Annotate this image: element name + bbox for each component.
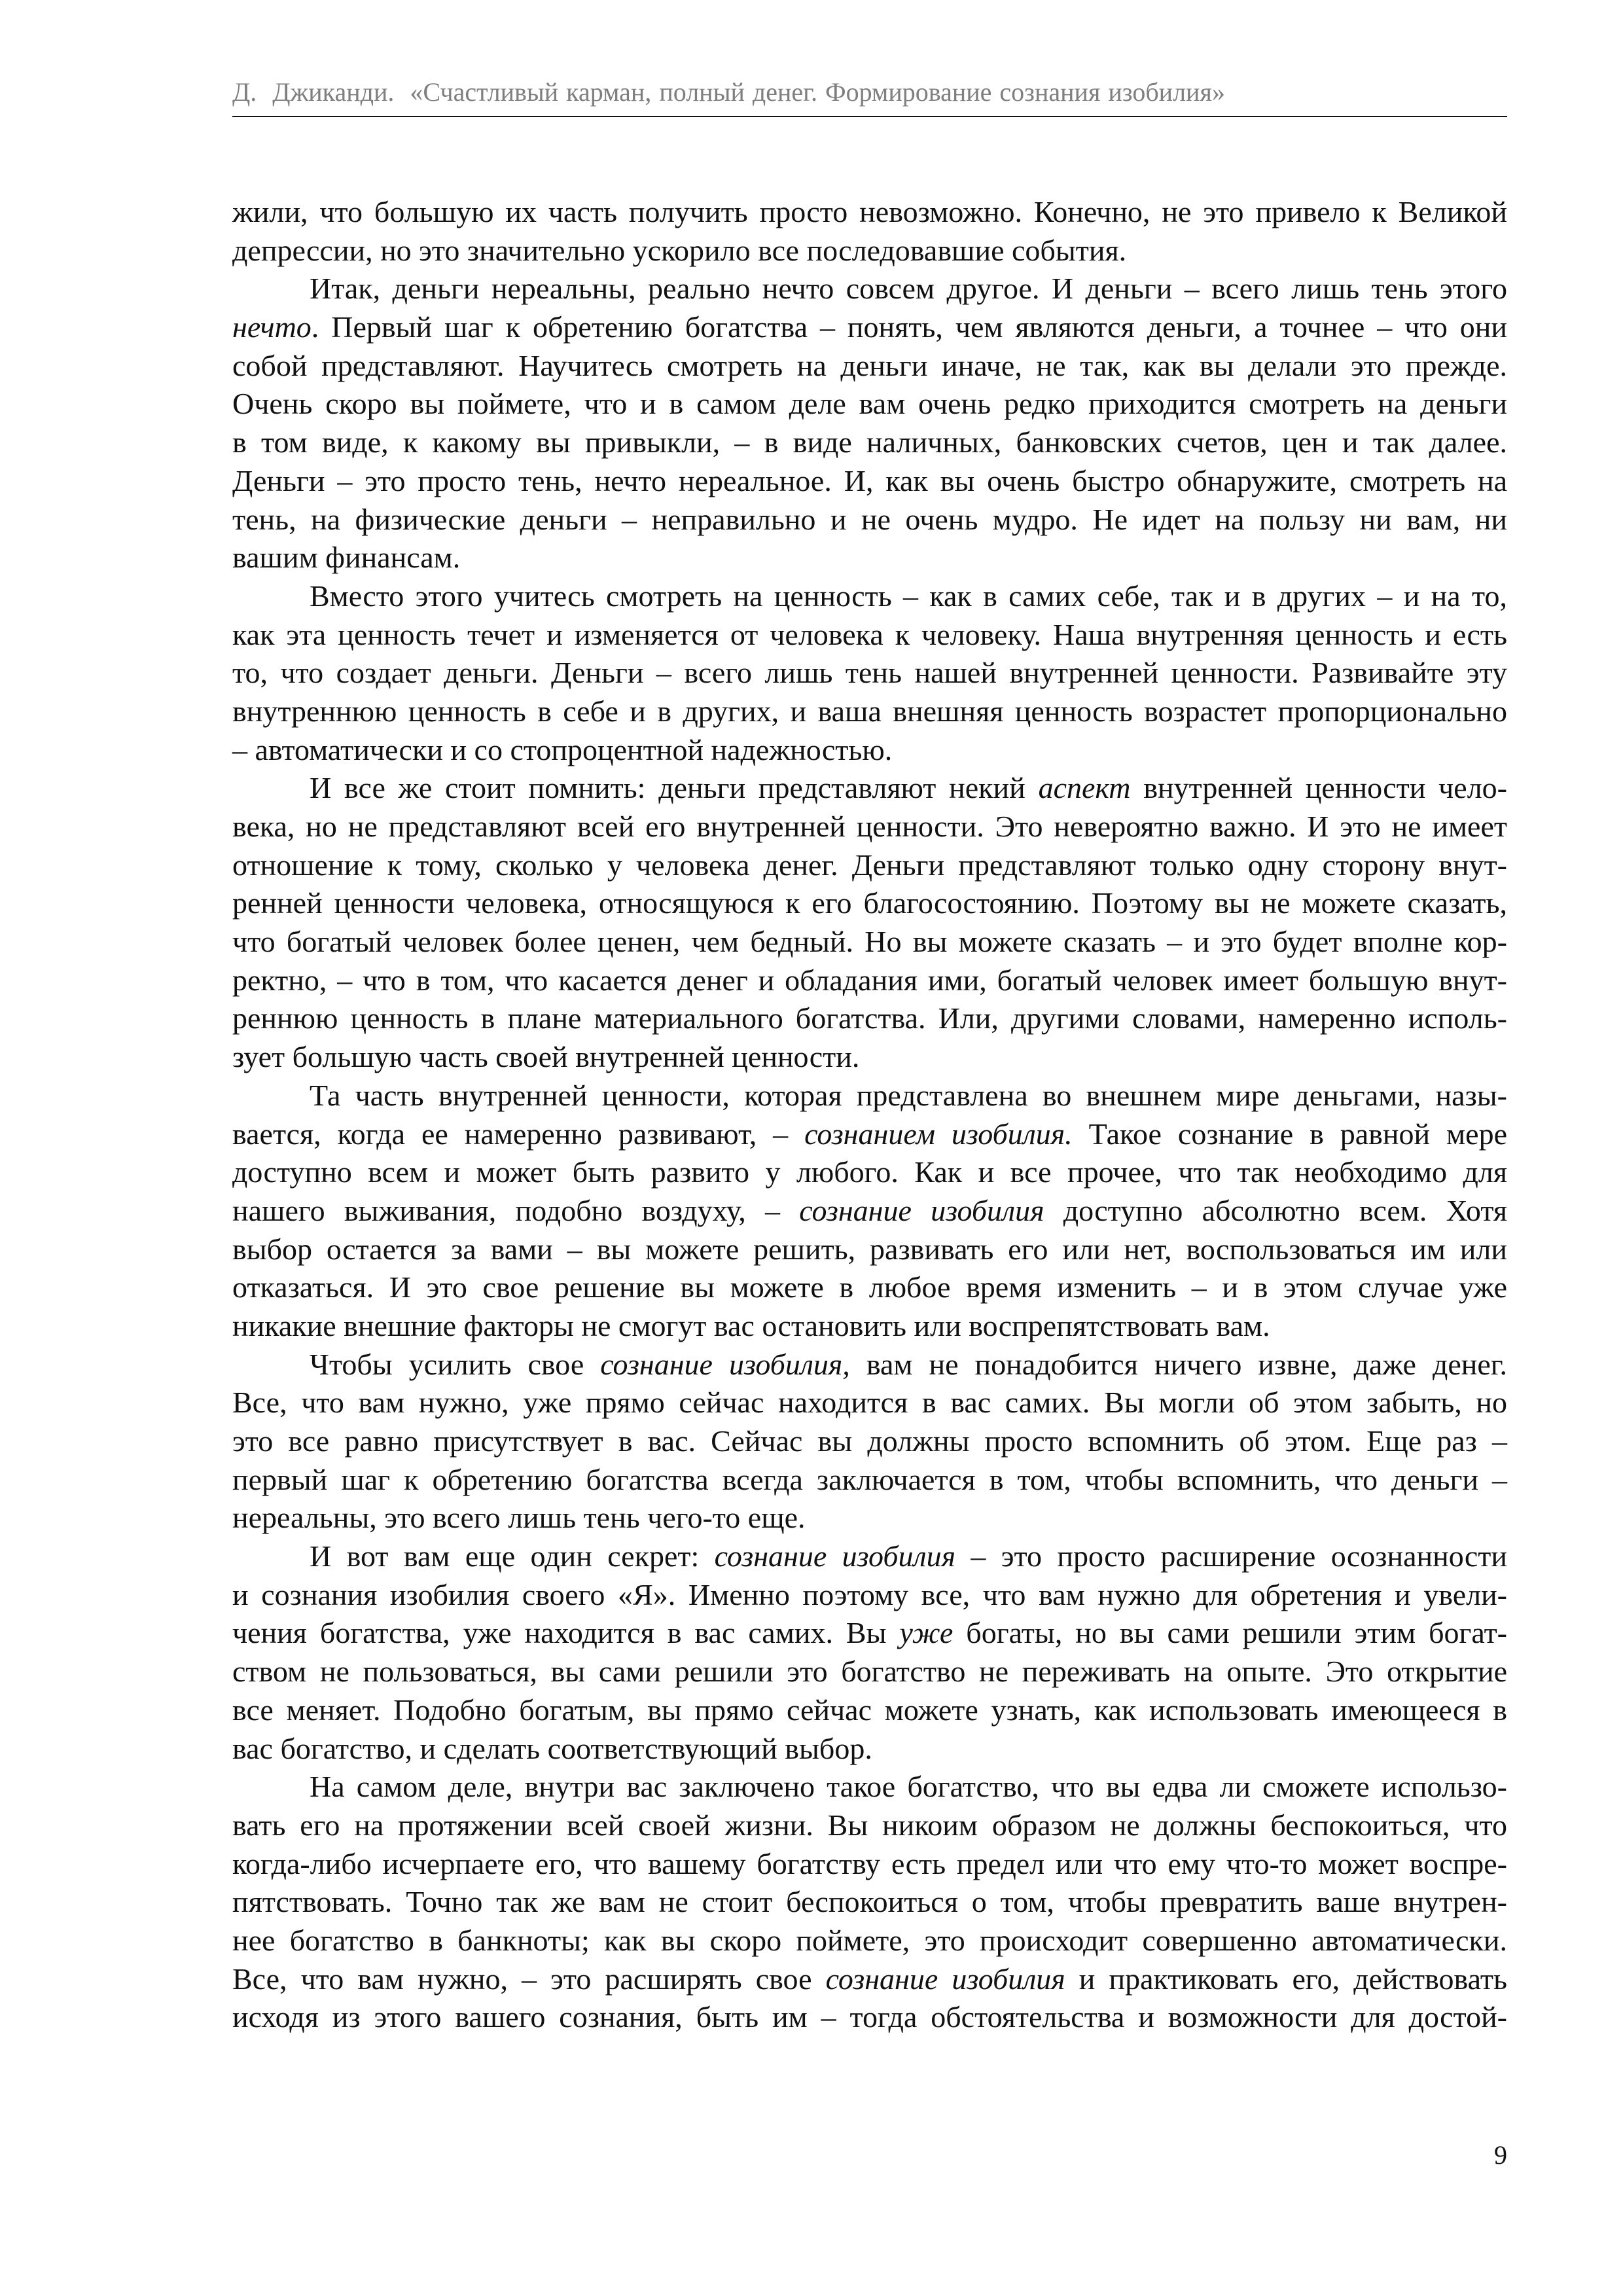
text-run: Вместо этого учитесь смотреть на ценность – как в самих себе, так и в других – и на то,	[310, 579, 1507, 613]
text-line	[232, 1115, 1507, 1154]
text-line	[232, 232, 1507, 270]
text-run: Итак, деньги нереальны, реально нечто совсем другое. И деньги – всего лишь тень этого	[310, 272, 1507, 306]
text-line	[232, 1346, 1507, 1384]
text-run: Та часть внутренней ценности, которая представлена во внешнем мире деньгами, назы-	[310, 1078, 1507, 1112]
header-rule-divider	[232, 116, 1507, 117]
text-line	[232, 808, 1507, 846]
text-line	[232, 1845, 1507, 1884]
text-run: все меняет. Подобно богатым, вы прямо сейчас можете узнать, как использовать имеющееся в	[232, 1693, 1507, 1727]
text-run: вать его на протяжении всей своей жизни. Вы никоим образом не должны беспокоиться, что	[232, 1808, 1507, 1842]
text-run: нашего выживания, подобно воздуху, –	[232, 1193, 800, 1227]
text-line	[232, 539, 1507, 577]
text-line	[232, 385, 1507, 423]
text-line	[232, 1806, 1507, 1845]
text-run: вас богатство, и сделать соответствующий выбор.	[232, 1731, 872, 1765]
text-line	[232, 1192, 1507, 1230]
text-run: доступно всем и может быть развито у любого. Как и все прочее, что так необходимо для	[232, 1155, 1507, 1189]
text-run: И все же стоит помнить: деньги представляют некий	[310, 771, 1039, 805]
italic-emphasis: нечто	[232, 310, 312, 344]
text-line	[232, 1576, 1507, 1615]
text-run: первый шаг к обретению богатства всегда заключается в том, чтобы вспомнить, что деньги –	[232, 1462, 1507, 1496]
text-line	[232, 654, 1507, 692]
italic-emphasis: сознанием изобилия.	[804, 1117, 1073, 1151]
text-run: внутренней ценности чело-	[1130, 771, 1507, 805]
text-run: доступно абсолютно всем. Хотя	[1044, 1193, 1507, 1227]
text-line	[232, 347, 1507, 386]
paragraph	[232, 1346, 1507, 1537]
text-line	[232, 193, 1507, 232]
text-line	[232, 1384, 1507, 1422]
text-line	[232, 270, 1507, 308]
text-line	[232, 1499, 1507, 1537]
italic-emphasis: сознание изобилия,	[600, 1347, 850, 1381]
text-line	[232, 423, 1507, 462]
text-line	[232, 1998, 1507, 2037]
text-run: нее богатство в банкноты; как вы скоро поймете, это происходит совершенно автоматически.	[232, 1923, 1507, 1957]
text-line	[232, 1922, 1507, 1960]
italic-emphasis: сознание изобилия	[825, 1962, 1065, 1996]
text-line	[232, 1268, 1507, 1307]
text-line	[232, 1422, 1507, 1461]
text-run: Очень скоро вы поймете, что и в самом деле вам очень редко приходится смотреть на деньги	[232, 387, 1507, 421]
paragraph	[232, 1537, 1507, 1768]
text-run: отказаться. И это свое решение вы можете в любое время изменить – и в этом случае уже	[232, 1270, 1507, 1304]
italic-emphasis: сознание изобилия	[714, 1539, 955, 1573]
paragraph	[232, 1768, 1507, 2037]
text-line	[232, 692, 1507, 731]
text-run: и практиковать его, действовать	[1065, 1962, 1507, 1996]
text-line	[232, 1614, 1507, 1653]
text-run: никакие внешние факторы не смогут вас остановить или воспрепятствовать вам.	[232, 1308, 1270, 1342]
text-run: вается, когда ее намеренно развивают, –	[232, 1117, 805, 1151]
text-run: жили, что большую их часть получить просто невозможно. Конечно, не это привело к Великой	[232, 195, 1507, 228]
text-line	[232, 1307, 1507, 1346]
text-run: что богатый человек более ценен, чем бедный. Но вы можете сказать – и это будет вполне кор-	[232, 925, 1507, 959]
text-run: Все, что вам нужно, уже прямо сейчас находится в вас самих. Вы могли об этом забыть, но	[232, 1386, 1507, 1420]
text-run: Чтобы усилить свое	[310, 1347, 601, 1381]
text-line	[232, 1461, 1507, 1499]
text-line	[232, 1653, 1507, 1691]
text-run: в том виде, к какому вы привыкли, – в виде наличных, банковских счетов, цен и так далее.	[232, 425, 1507, 459]
text-run: Такое сознание в равной мере	[1072, 1117, 1507, 1151]
paragraph	[232, 1077, 1507, 1346]
text-line	[232, 1038, 1507, 1077]
text-line	[232, 1153, 1507, 1192]
body-text	[232, 193, 1507, 2037]
text-line	[232, 1537, 1507, 1576]
text-run: . Первый шаг к обретению богатства – понять, чем являются деньги, а точнее – что они	[311, 310, 1507, 344]
text-run: внутреннюю ценность в себе и в других, и ваша внешняя ценность возрастет пропорционально	[232, 694, 1507, 728]
paragraph	[232, 769, 1507, 1077]
text-run: века, но не представляют всей его внутренней ценности. Это невероятно важно. И это не имеет	[232, 810, 1507, 843]
text-run: вашим финансам.	[232, 541, 461, 575]
text-run: когда-либо исчерпаете его, что вашему богатству есть предел или что ему что-то может воспре-	[232, 1846, 1507, 1880]
text-line	[232, 1730, 1507, 1768]
text-run: реннюю ценность в плане материального богатства. Или, другими словами, намеренно исполь-	[232, 1001, 1507, 1035]
running-head-title: Д. Джиканди. «Счастливый карман, полный денег. Формирование сознания изобилия»	[232, 77, 1225, 107]
paragraph	[232, 193, 1507, 270]
text-run: то, что создает деньги. Деньги – всего лишь тень нашей внутренней ценности. Развивайте эту	[232, 656, 1507, 690]
text-line	[232, 769, 1507, 808]
text-run: это все равно присутствует в вас. Сейчас вы должны просто вспомнить об этом. Еще раз –	[232, 1424, 1507, 1458]
text-line	[232, 1077, 1507, 1115]
text-line	[232, 462, 1507, 501]
text-line	[232, 501, 1507, 539]
text-line	[232, 1230, 1507, 1269]
text-run: зует большую часть своей внутренней ценности.	[232, 1040, 860, 1074]
text-line	[232, 923, 1507, 961]
italic-emphasis: сознание изобилия	[799, 1193, 1044, 1227]
text-run: ством не пользоваться, вы сами решили это богатство не переживать на опыте. Это открытие	[232, 1655, 1507, 1689]
text-line	[232, 616, 1507, 655]
text-line	[232, 999, 1507, 1038]
text-run: На самом деле, внутри вас заключено такое богатство, что вы едва ли сможете использо-	[310, 1770, 1507, 1804]
paragraph	[232, 270, 1507, 577]
text-line	[232, 884, 1507, 923]
text-run: ренней ценности человека, относящуюся к его благосостоянию. Поэтому вы не можете сказать,	[232, 886, 1507, 920]
text-run: пятствовать. Точно так же вам не стоит беспокоиться о том, чтобы превратить ваше внутрен-	[232, 1885, 1507, 1919]
text-run: Деньги – это просто тень, нечто нереальное. И, как вы очень быстро обнаружите, смотреть на	[232, 463, 1507, 497]
italic-emphasis: аспект	[1038, 771, 1131, 805]
text-line	[232, 731, 1507, 770]
text-run: – это просто расширение осознанности	[955, 1539, 1507, 1573]
text-line	[232, 577, 1507, 616]
text-run: И вот вам еще один секрет:	[310, 1539, 715, 1573]
italic-emphasis: уже	[899, 1616, 954, 1650]
text-run: исходя из этого вашего сознания, быть им – тогда обстоятельства и возможности для достой-	[232, 2000, 1507, 2034]
text-run: депрессии, но это значительно ускорило все последовавшие события.	[232, 233, 1127, 267]
text-run: отношение к тому, сколько у человека денег. Деньги представляют только одну сторону внут-	[232, 848, 1507, 882]
text-line	[232, 846, 1507, 885]
text-run: как эта ценность течет и изменяется от человека к человеку. Наша внутренняя ценность и есть	[232, 617, 1507, 651]
text-run: чения богатства, уже находится в вас самих. Вы	[232, 1616, 900, 1650]
paragraph	[232, 577, 1507, 769]
text-run: и сознания изобилия своего «Я». Именно поэтому все, что вам нужно для обретения и увели-	[232, 1577, 1507, 1611]
text-line	[232, 1691, 1507, 1730]
text-line	[232, 308, 1507, 347]
text-run: собой представляют. Научитесь смотреть на деньги иначе, не так, как вы делали это прежде.	[232, 348, 1507, 382]
text-line	[232, 1883, 1507, 1922]
text-run: нереальны, это всего лишь тень чего-то еще.	[232, 1501, 806, 1535]
text-run: ректно, – что в том, что касается денег и обладания ими, богатый человек имеет большую внут-	[232, 963, 1507, 997]
text-run: тень, на физические деньги – неправильно и не очень мудро. Не идет на пользу ни вам, ни	[232, 502, 1507, 536]
text-line	[232, 1768, 1507, 1806]
text-run: – автоматически и со стопроцентной надежностью.	[232, 732, 893, 766]
text-run: вам не понадобится ничего извне, даже денег.	[849, 1347, 1507, 1381]
text-run: богаты, но вы сами решили этим богат-	[953, 1616, 1507, 1650]
text-run: выбор остается за вами – вы можете решить, развивать его или нет, воспользоваться им или	[232, 1232, 1507, 1266]
text-line	[232, 1960, 1507, 1999]
text-run: Все, что вам нужно, – это расширять свое	[232, 1962, 826, 1996]
page-number: 9	[1494, 2140, 1507, 2170]
text-line	[232, 961, 1507, 1000]
